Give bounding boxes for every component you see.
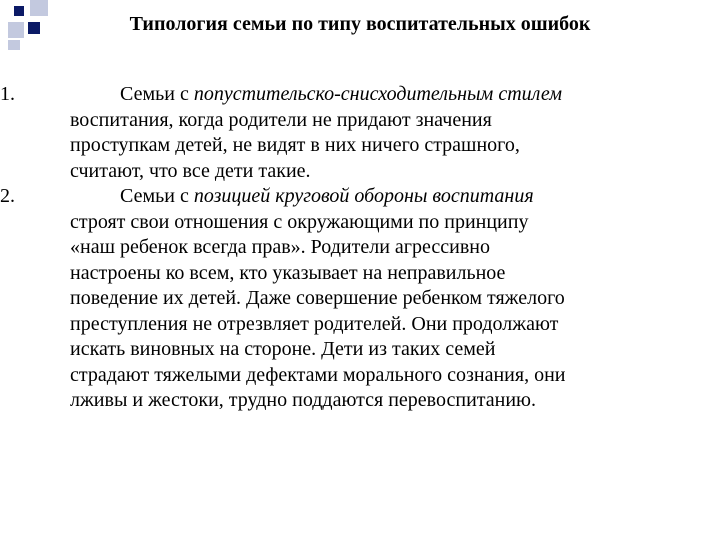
list-item-lead: [120, 184, 660, 210]
list-item-line: строят свои отношения с окружающими по принципу: [70, 210, 529, 233]
lead-emphasis: позицией круговой обороны воспитания: [193, 185, 534, 207]
list-item-line: преступления не отрезвляет родителей. Они продолжают: [70, 312, 559, 335]
lead-text: Семьи с: [120, 185, 194, 207]
list-item-number: 1.: [0, 83, 15, 105]
list-item-line: проступкам детей, не видят в них ничего страшного,: [70, 134, 520, 156]
list-item-line: считают, что все дети такие.: [70, 159, 311, 182]
lead-text: Семьи с: [120, 83, 194, 105]
list-item-number: 2.: [0, 185, 15, 207]
list-item-line: поведение их детей. Даже совершение ребенком тяжелого: [70, 287, 565, 309]
slide-title: Типология семьи по типу воспитательных ошибок: [129, 13, 591, 35]
list-item-line: воспитания, когда родители не придают значения: [70, 108, 492, 131]
list-item-line: «наш ребенок всегда прав». Родители агрессивно: [70, 236, 490, 258]
list-item-line: лживы и жестоки, трудно поддаются перевоспитанию.: [70, 389, 536, 411]
list-item-line: искать виновных на стороне. Дети из таких семей: [70, 338, 496, 360]
corner-square-decoration: [8, 40, 20, 50]
list-item-line: настроены ко всем, кто указывает на неправильное: [70, 261, 506, 284]
list-item-line: страдают тяжелыми дефектами морального сознания, они: [70, 363, 566, 386]
list-item: [0, 184, 660, 414]
list-item: [0, 82, 660, 184]
numbered-list: [0, 82, 692, 414]
list-item-lead: [120, 82, 660, 108]
lead-emphasis: попустительско-снисходительным стилем: [193, 83, 563, 105]
